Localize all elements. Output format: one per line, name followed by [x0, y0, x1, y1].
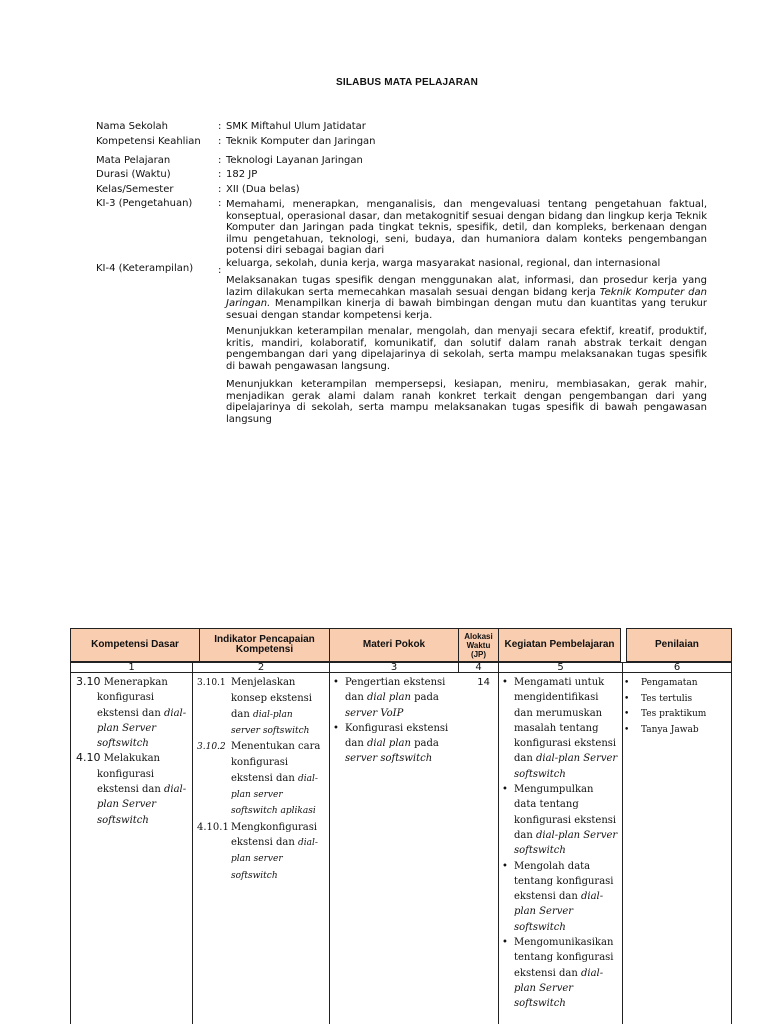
- materi-text-italic: server VoIP: [345, 707, 404, 719]
- ipk-text-italic: dial-plan server softswitch: [231, 709, 310, 736]
- materi-item: [333, 721, 453, 767]
- ipk-number: 3.10.1: [197, 678, 226, 688]
- penilaian-cell: [624, 676, 728, 738]
- kegiatan-text: Mengolah data tentang konfigurasi ekstensi dan: [514, 860, 614, 903]
- column-number: 4: [458, 662, 499, 673]
- header-kegiatan-pembelajaran: Kegiatan Pembelajaran: [498, 628, 621, 662]
- kegiatan-item: [502, 782, 618, 858]
- label-kelas-semester: Kelas/Semester: [96, 184, 174, 195]
- ipk-text: Menentukan cara konfigurasi ekstensi dan: [231, 741, 321, 784]
- kegiatan-text-italic: dial-plan Server softswitch: [514, 891, 604, 933]
- kegiatan-cell: [502, 675, 618, 1012]
- colon: :: [218, 265, 222, 276]
- colon: :: [218, 155, 222, 166]
- ki4-paragraph-3: Menunjukkan keterampilan mempersepsi, kesiapan, meniru, membiasakan, gerak mahir, menjadikan gerak alami dalam ranah konkret terkait dengan pengembangan dari yang dipelajarinya di sekolah, serta mampu melaksanakan tugas spesifik di bawah pengawasan langsung: [226, 379, 707, 425]
- document-title: SILABUS MATA PELAJARAN: [336, 77, 478, 88]
- label-kompetensi-keahlian: Kompetensi Keahlian: [96, 136, 201, 147]
- materi-text-italic: server softswitch: [345, 753, 433, 765]
- kegiatan-text: Mengumpulkan data tentang konfigurasi ekstensi dan: [514, 784, 617, 841]
- table-divider: [498, 673, 499, 1024]
- table-divider: [329, 673, 330, 1024]
- column-number: 5: [498, 662, 623, 673]
- colon: :: [218, 198, 222, 209]
- kd-text-italic: dial-plan Server softswitch: [97, 784, 187, 826]
- indikator-cell: [197, 675, 322, 884]
- kd-text-italic: dial-plan Server softswitch: [97, 707, 187, 750]
- materi-text: Pengertian ekstensi dan: [345, 677, 446, 704]
- table-border: [70, 673, 71, 1024]
- table-border: [731, 673, 732, 1024]
- penilaian-item: • Tanya Jawab: [624, 723, 728, 739]
- ki4-p1-italic: Teknik Komputer dan Jaringan.: [226, 286, 707, 310]
- value-kelas-semester: XII (Dua belas): [226, 184, 300, 195]
- column-number: 3: [329, 662, 459, 673]
- colon: :: [218, 136, 222, 147]
- ipk-text-italic: dial-plan server softswitch: [231, 837, 318, 881]
- ipk-item: [197, 739, 322, 819]
- header-materi-pokok: Materi Pokok: [329, 628, 459, 662]
- kegiatan-text-italic: dial-plan Server softswitch: [514, 753, 618, 780]
- ipk-text: Mengkonfigurasi ekstensi dan: [231, 821, 318, 848]
- colon: :: [218, 121, 222, 132]
- ipk-number: 3.10.2: [197, 742, 226, 753]
- label-nama-sekolah: Nama Sekolah: [96, 121, 168, 132]
- kd-text: Melakukan konfigurasi ekstensi dan: [97, 753, 164, 796]
- ipk-item: [197, 820, 322, 884]
- table-divider: [192, 673, 193, 1024]
- column-number: 1: [70, 662, 193, 673]
- materi-pokok-cell: [333, 675, 453, 767]
- kegiatan-text-italic: dial-plan Server softswitch: [514, 967, 604, 1010]
- materi-text: pada: [410, 738, 439, 750]
- kegiatan-text: Mengamati untuk mengidentifikasi dan merumuskan masalah tentang konfigurasi ekstensi dan: [514, 677, 617, 765]
- label-mata-pelajaran: Mata Pelajaran: [96, 155, 171, 166]
- ipk-item: [197, 675, 322, 739]
- value-kompetensi-keahlian: Teknik Komputer dan Jaringan: [226, 136, 376, 147]
- kd-number: 3.10: [76, 675, 101, 688]
- kegiatan-text-italic: dial-plan Server softswitch: [514, 829, 618, 857]
- value-nama-sekolah: SMK Miftahul Ulum Jatidatar: [226, 121, 366, 132]
- kd-number: 4.10: [76, 751, 101, 765]
- silabus-table: [70, 628, 732, 1024]
- colon: :: [218, 184, 222, 195]
- kd-text: Menerapkan konfigurasi ekstensi dan: [97, 677, 168, 719]
- materi-text: pada: [410, 692, 439, 704]
- value-mata-pelajaran: Teknologi Layanan Jaringan: [226, 155, 363, 166]
- ipk-number: 4.10.1: [197, 821, 229, 833]
- label-ki3: KI-3 (Pengetahuan): [96, 198, 193, 209]
- materi-item: [333, 675, 453, 721]
- ki4-p1-text: Melaksanakan tugas spesifik dengan menggunakan alat, informasi, dan prosedur kerja yang lazim dilakukan serta memecahkan masalah sesuai dengan bidang kerja: [226, 275, 707, 298]
- kegiatan-item: [502, 859, 618, 935]
- colon: :: [218, 169, 222, 180]
- materi-text-italic: dial plan: [366, 692, 411, 704]
- ki4-p1-text-end: Menampilkan kinerja di bawah bimbingan dengan mutu dan kuantitas yang terukur sesuai dengan standar kompetensi kerja.: [226, 298, 707, 321]
- ipk-text: Menjelaskan konsep ekstensi dan: [231, 677, 312, 720]
- ki4-paragraph-1: [226, 275, 707, 321]
- kd-item: [76, 751, 188, 827]
- column-number: 6: [622, 662, 732, 673]
- label-durasi: Durasi (Waktu): [96, 169, 171, 180]
- column-number: 2: [192, 662, 330, 673]
- value-durasi: 182 JP: [226, 169, 258, 180]
- kegiatan-text: Mengomunikasikan tentang konfigurasi ekstensi dan: [514, 937, 614, 979]
- label-ki4: KI-4 (Keterampilan): [96, 263, 194, 274]
- header-penilaian: Penilaian: [626, 628, 732, 662]
- ki3-text-continued: keluarga, sekolah, dunia kerja, warga masyarakat nasional, regional, dan internasional: [226, 258, 661, 269]
- kompetensi-dasar-cell: [76, 675, 188, 828]
- penilaian-item: • Tes praktikum: [624, 707, 728, 723]
- materi-text: Konfigurasi ekstensi dan: [345, 722, 449, 750]
- header-kompetensi-dasar: Kompetensi Dasar: [70, 628, 200, 662]
- kegiatan-item: [502, 675, 618, 782]
- header-indikator: Indikator Pencapaian Kompetensi: [199, 628, 330, 662]
- ki4-paragraph-2: Menunjukkan keterampilan menalar, mengolah, dan menyaji secara efektif, kreatif, produktif, kritis, mandiri, kolaboratif, komunikatif, dan solutif dalam ranah abstrak terkait dengan pengembangan dari yang dipelajarinya di sekolah, serta mampu melaksanakan tugas spesifik di bawah pengawasan langsung.: [226, 326, 707, 372]
- ipk-text-italic: dial-plan server softswitch aplikasi: [231, 773, 318, 817]
- table-divider: [622, 673, 623, 1024]
- header-alokasi-waktu: Alokasi Waktu (JP): [458, 628, 499, 662]
- penilaian-item: • Pengamatan: [624, 676, 728, 692]
- alokasi-waktu-value: 14: [477, 677, 490, 688]
- kegiatan-item: [502, 935, 618, 1011]
- kd-item: [76, 675, 188, 751]
- materi-text-italic: dial plan: [366, 738, 411, 750]
- ki3-text: Memahami, menerapkan, menganalisis, dan mengevaluasi tentang pengetahuan faktual, konseptual, operasional dasar, dan metakognitif sesuai dengan bidang dan lingkup kerja Teknik Komputer dan Jaringan pada tingkat teknis, spesifik, detil, dan kompleks, berkenaan dengan ilmu pengetahuan, teknologi, seni, budaya, dan humaniora dalam konteks pengembangan potensi diri sebagai bagian dari: [226, 199, 707, 257]
- penilaian-item: • Tes tertulis: [624, 692, 728, 708]
